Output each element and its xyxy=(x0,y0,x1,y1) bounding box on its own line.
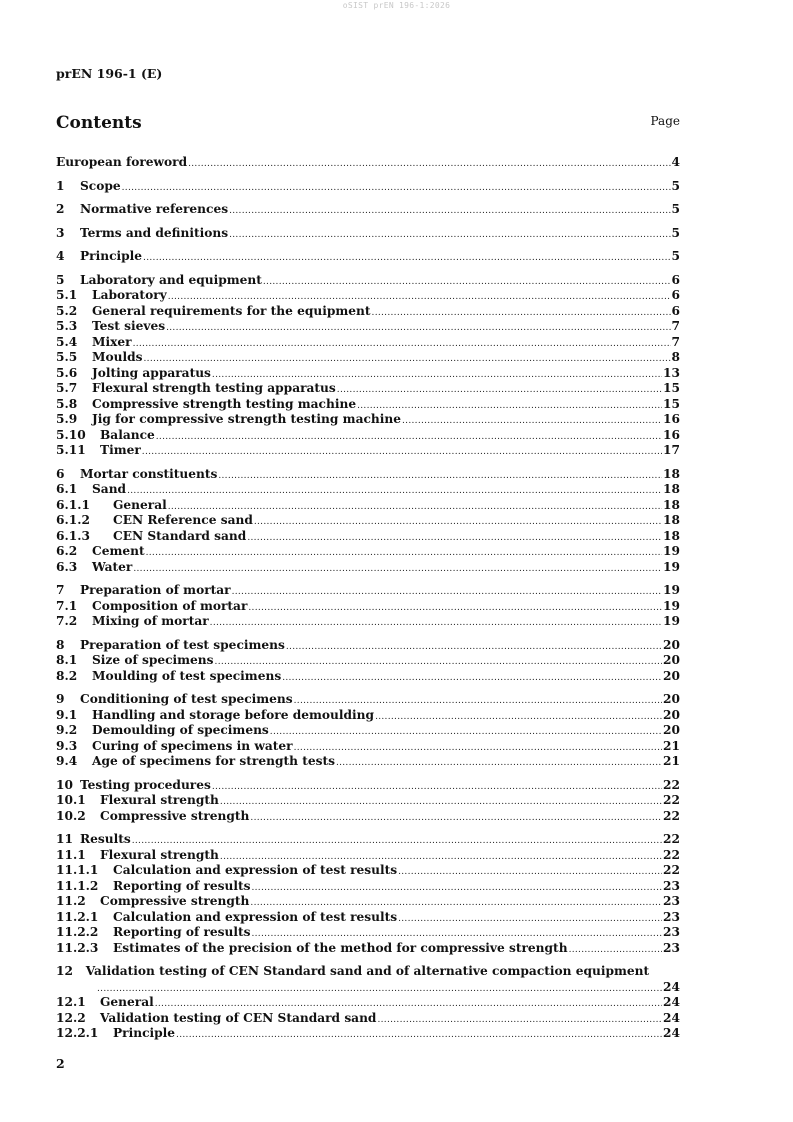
toc-entry[interactable] xyxy=(56,809,680,825)
dot-leader xyxy=(357,399,662,415)
toc-page-number: 15 xyxy=(663,381,680,395)
toc-page-number: 18 xyxy=(663,466,680,481)
toc-page-number: 19 xyxy=(663,583,680,597)
toc-title: Testing procedures xyxy=(80,777,211,792)
toc-title: Mixer xyxy=(92,334,132,349)
toc-title: Test sieves xyxy=(92,319,166,333)
toc-page-number: 18 xyxy=(663,513,680,527)
toc-page-number: 7 xyxy=(671,319,680,333)
toc-title: Flexural strength xyxy=(100,793,219,807)
toc-entry[interactable] xyxy=(56,397,680,413)
toc-entry[interactable] xyxy=(56,941,680,957)
toc-number: 6.1 xyxy=(56,482,78,496)
toc-entry[interactable] xyxy=(56,155,680,171)
toc-entry[interactable] xyxy=(56,335,680,351)
toc-entry[interactable] xyxy=(56,529,680,545)
toc-entry[interactable] xyxy=(56,412,680,428)
toc-page-number: 5 xyxy=(671,249,680,263)
toc-entry[interactable] xyxy=(56,669,680,685)
toc-title: Laboratory xyxy=(92,288,167,302)
toc-entry[interactable] xyxy=(56,179,680,195)
toc-title: Balance xyxy=(100,427,155,442)
toc-entry[interactable] xyxy=(56,482,680,498)
toc-page-number: 20 xyxy=(663,668,680,683)
toc-number: 12.2 xyxy=(56,1010,86,1025)
toc-entry[interactable] xyxy=(56,925,680,941)
toc-page-number: 20 xyxy=(663,692,680,706)
toc-entry[interactable] xyxy=(56,599,680,615)
toc-title: Compressive strength testing machine xyxy=(92,396,357,411)
toc-entry[interactable] xyxy=(56,350,680,366)
toc-number: 6.1.1 xyxy=(56,497,90,512)
toc-page-number: 20 xyxy=(663,723,680,737)
toc-title: Composition of mortar xyxy=(92,598,248,613)
toc-title: Age of specimens for strength tests xyxy=(92,754,335,768)
toc-entry[interactable] xyxy=(56,894,680,910)
toc-title: General xyxy=(113,497,167,512)
dot-leader xyxy=(122,181,671,197)
toc-entry[interactable] xyxy=(56,366,680,382)
toc-page-number: 4 xyxy=(671,155,680,169)
toc-number: 7.2 xyxy=(56,614,78,628)
toc-number: 6.2 xyxy=(56,544,78,558)
dot-leader xyxy=(97,982,662,998)
toc-number: 2 xyxy=(56,202,65,216)
toc-entry[interactable] xyxy=(56,653,680,669)
toc-title: Estimates of the precision of the method for compressive strength xyxy=(113,940,568,955)
toc-title: Principle xyxy=(80,249,143,263)
toc-title: Validation testing of CEN Standard sand xyxy=(100,1010,377,1025)
toc-page-number: 24 xyxy=(663,979,680,994)
dot-leader xyxy=(250,811,662,827)
toc-number: 5.9 xyxy=(56,412,78,426)
toc-title: Sand xyxy=(92,482,127,496)
dot-leader xyxy=(282,671,662,687)
toc-page-number: 5 xyxy=(671,178,680,193)
toc-number: 5.6 xyxy=(56,365,78,380)
toc-number: 5.11 xyxy=(56,443,86,457)
dot-leader xyxy=(176,1028,662,1044)
toc-number: 5.1 xyxy=(56,288,78,302)
page-column-header: Page xyxy=(650,114,680,128)
toc-page-number: 21 xyxy=(663,754,680,768)
toc-entry[interactable] xyxy=(56,560,680,576)
dot-leader xyxy=(336,756,662,772)
toc-number: 5.5 xyxy=(56,350,78,364)
toc-entry[interactable] xyxy=(56,288,680,304)
toc-title: Validation testing of CEN Standard sand and of alternative compaction equipment xyxy=(85,964,650,978)
toc-title: Handling and storage before demoulding xyxy=(92,707,375,722)
toc-number: 6.1.2 xyxy=(56,513,90,527)
toc-entry[interactable] xyxy=(56,708,680,724)
table-of-contents xyxy=(56,155,680,1042)
toc-number: 11.1 xyxy=(56,847,86,862)
toc-title: CEN Reference sand xyxy=(113,513,253,527)
toc-number: 7 xyxy=(56,583,65,597)
toc-page-number: 20 xyxy=(663,637,680,652)
footer-page-number: 2 xyxy=(56,1056,65,1071)
toc-title: Moulds xyxy=(92,350,143,364)
toc-page-number: 19 xyxy=(663,598,680,613)
dot-leader xyxy=(569,943,662,959)
toc-title: Compressive strength xyxy=(100,808,250,823)
toc-number: 5.7 xyxy=(56,381,78,395)
toc-entry[interactable] xyxy=(56,498,680,514)
toc-title: Mortar constituents xyxy=(80,466,218,481)
toc-page-number: 18 xyxy=(663,528,680,543)
toc-page-number: 23 xyxy=(663,909,680,924)
toc-entry[interactable] xyxy=(56,793,680,809)
toc-page-number: 8 xyxy=(671,350,680,364)
toc-title: Flexural strength xyxy=(100,847,219,862)
toc-entry[interactable] xyxy=(56,304,680,320)
toc-page-number: 13 xyxy=(663,365,680,380)
toc-title: Calculation and expression of test results xyxy=(113,863,398,877)
toc-title: Principle xyxy=(113,1026,176,1040)
dot-leader xyxy=(337,383,662,399)
dot-leader xyxy=(247,531,662,547)
toc-entry[interactable] xyxy=(56,778,680,794)
toc-entry[interactable] xyxy=(56,273,680,289)
toc-page-number: 24 xyxy=(663,995,680,1009)
toc-tail-list xyxy=(56,995,680,1042)
toc-number: 8.2 xyxy=(56,668,78,683)
dot-leader xyxy=(254,515,662,531)
toc-page-number: 24 xyxy=(663,1010,680,1025)
dot-leader xyxy=(142,445,662,461)
toc-title: General xyxy=(100,995,154,1009)
toc-page-number: 16 xyxy=(663,427,680,442)
toc-page-number: 20 xyxy=(663,707,680,722)
toc-title: Timer xyxy=(100,443,141,457)
toc-number: 12 xyxy=(56,964,73,978)
dot-leader xyxy=(248,601,662,617)
toc-number: 9 xyxy=(56,692,65,706)
contents-title: Contents xyxy=(56,113,142,133)
toc-page-number: 6 xyxy=(671,303,680,318)
toc-title: Compressive strength xyxy=(100,894,250,908)
dot-leader xyxy=(251,881,662,897)
dot-leader xyxy=(156,430,662,446)
toc-page-number: 18 xyxy=(663,482,680,496)
toc-number: 11.2.1 xyxy=(56,909,99,924)
toc-title: Normative references xyxy=(80,202,229,216)
toc-number: 9.1 xyxy=(56,707,78,722)
toc-page-number: 15 xyxy=(663,396,680,411)
dot-leader xyxy=(229,204,670,220)
toc-entry[interactable] xyxy=(56,202,680,218)
toc-title: Water xyxy=(92,559,133,574)
toc-title: Demoulding of specimens xyxy=(92,723,269,737)
toc-number: 6.3 xyxy=(56,559,78,574)
dot-leader xyxy=(398,865,662,881)
toc-number: 4 xyxy=(56,249,65,263)
document-id: prEN 196-1 (E) xyxy=(56,66,163,81)
toc-page-number: 22 xyxy=(663,777,680,792)
toc-title: Jolting apparatus xyxy=(92,365,211,380)
toc-number: 10 xyxy=(56,777,73,792)
toc-page-number: 22 xyxy=(663,847,680,862)
toc-title: Mixing of mortar xyxy=(92,614,209,628)
toc-number: 10.2 xyxy=(56,808,86,823)
dot-leader xyxy=(375,710,662,726)
dot-leader xyxy=(220,795,662,811)
toc-title: Curing of specimens in water xyxy=(92,738,293,753)
toc-number: 5.2 xyxy=(56,303,78,318)
toc-page-number: 19 xyxy=(663,614,680,628)
toc-page-number: 20 xyxy=(663,653,680,667)
watermark: oSIST prEN 196-1:2026 xyxy=(342,1,451,10)
toc-title: CEN Standard sand xyxy=(113,528,247,543)
toc-number: 11 xyxy=(56,832,73,846)
toc-page-number: 21 xyxy=(663,738,680,753)
toc-number: 5 xyxy=(56,272,65,287)
toc-page-number: 6 xyxy=(671,288,680,302)
toc-entry[interactable] xyxy=(56,739,680,755)
dot-leader xyxy=(143,251,670,267)
dot-leader xyxy=(188,157,670,173)
toc-number: 6 xyxy=(56,466,65,481)
toc-page-number: 5 xyxy=(671,225,680,240)
toc-title: Results xyxy=(80,832,131,846)
toc-entry[interactable] xyxy=(56,910,680,926)
toc-entry[interactable] xyxy=(56,428,680,444)
toc-title: Laboratory and equipment xyxy=(80,272,262,287)
toc-page-number: 22 xyxy=(663,832,680,846)
toc-page-number: 23 xyxy=(663,878,680,893)
toc-number: 11.1.2 xyxy=(56,878,99,893)
toc-entry[interactable] xyxy=(56,848,680,864)
dot-leader xyxy=(232,585,662,601)
toc-entry[interactable] xyxy=(56,1026,680,1042)
toc-entry[interactable] xyxy=(56,467,680,483)
toc-number: 5.8 xyxy=(56,396,78,411)
toc-entry[interactable] xyxy=(56,443,680,459)
toc-entry[interactable] xyxy=(56,879,680,895)
toc-entry-wrapped[interactable] xyxy=(56,964,680,995)
toc-entry[interactable] xyxy=(56,754,680,770)
toc-page-number: 23 xyxy=(663,894,680,908)
toc-entry[interactable] xyxy=(56,583,680,599)
dot-leader xyxy=(286,640,662,656)
dot-leader xyxy=(270,725,662,741)
toc-entry[interactable] xyxy=(56,692,680,708)
dot-leader xyxy=(146,546,662,562)
dot-leader xyxy=(398,912,662,928)
toc-page-number: 7 xyxy=(671,334,680,349)
dot-leader xyxy=(166,321,670,337)
toc-number: 11.1.1 xyxy=(56,863,99,877)
toc-number: 7.1 xyxy=(56,598,78,613)
toc-number: 6.1.3 xyxy=(56,528,90,543)
toc-entry[interactable] xyxy=(56,544,680,560)
toc-number: 9.2 xyxy=(56,723,78,737)
toc-number: European foreword xyxy=(56,155,188,169)
toc-entry[interactable] xyxy=(56,723,680,739)
toc-number: 9.3 xyxy=(56,738,78,753)
toc-entry[interactable] xyxy=(56,319,680,335)
toc-entry[interactable] xyxy=(56,638,680,654)
toc-number: 8 xyxy=(56,637,65,652)
toc-title: Reporting of results xyxy=(113,878,251,893)
dot-leader xyxy=(218,469,662,485)
dot-leader xyxy=(133,562,662,578)
toc-title: Preparation of mortar xyxy=(80,583,231,597)
toc-entry[interactable] xyxy=(56,249,680,265)
toc-title: Calculation and expression of test results xyxy=(113,909,398,924)
toc-number: 10.1 xyxy=(56,793,86,807)
toc-title: Cement xyxy=(92,544,145,558)
toc-title: General requirements for the equipment xyxy=(92,303,371,318)
toc-number: 11.2.2 xyxy=(56,925,99,939)
toc-number: 5.3 xyxy=(56,319,78,333)
toc-page-number: 23 xyxy=(663,925,680,939)
toc-title: Moulding of test specimens xyxy=(92,668,282,683)
toc-title: Scope xyxy=(80,178,121,193)
toc-number: 9.4 xyxy=(56,754,78,768)
toc-title: Preparation of test specimens xyxy=(80,637,285,652)
toc-page-number: 19 xyxy=(663,544,680,558)
toc-title: Terms and definitions xyxy=(80,225,229,240)
toc-page-number: 19 xyxy=(663,559,680,574)
toc-entry[interactable] xyxy=(56,1011,680,1027)
dot-leader xyxy=(133,337,671,353)
toc-number: 3 xyxy=(56,225,65,240)
toc-entry[interactable] xyxy=(56,832,680,848)
toc-page-number: 17 xyxy=(663,443,680,457)
toc-page-number: 24 xyxy=(663,1026,680,1040)
toc-number: 11.2.3 xyxy=(56,940,99,955)
toc-number: 8.1 xyxy=(56,653,78,667)
toc-number: 5.10 xyxy=(56,427,86,442)
toc-page-number: 23 xyxy=(663,940,680,955)
dot-leader xyxy=(210,616,662,632)
toc-title: Reporting of results xyxy=(113,925,251,939)
dot-leader xyxy=(263,275,671,291)
toc-page-number: 18 xyxy=(663,497,680,512)
dot-leader xyxy=(215,655,663,671)
toc-entry[interactable] xyxy=(56,863,680,879)
dot-leader xyxy=(294,741,662,757)
dot-leader xyxy=(372,306,671,322)
toc-page-number: 22 xyxy=(663,793,680,807)
dot-leader xyxy=(212,780,662,796)
toc-page-number: 22 xyxy=(663,808,680,823)
toc-number: 12.1 xyxy=(56,995,86,1009)
toc-title: Flexural strength testing apparatus xyxy=(92,381,336,395)
toc-page-number: 16 xyxy=(663,412,680,426)
toc-number: 12.2.1 xyxy=(56,1026,99,1040)
dot-leader xyxy=(229,228,670,244)
dot-leader xyxy=(144,352,671,368)
dot-leader xyxy=(402,414,662,430)
toc-number: 5.4 xyxy=(56,334,78,349)
dot-leader xyxy=(127,484,662,500)
toc-page-number: 6 xyxy=(671,272,680,287)
toc-entry[interactable] xyxy=(56,226,680,242)
toc-title: Size of specimens xyxy=(92,653,214,667)
toc-entry[interactable] xyxy=(56,513,680,529)
toc-number: 1 xyxy=(56,178,65,193)
toc-entry-wrapped-leader xyxy=(56,980,680,996)
toc-page-number: 5 xyxy=(671,202,680,216)
toc-page-number: 22 xyxy=(663,863,680,877)
toc-entry[interactable] xyxy=(56,614,680,630)
toc-title: Conditioning of test specimens xyxy=(80,692,293,706)
toc-list xyxy=(56,155,680,956)
toc-title: Jig for compressive strength testing machine xyxy=(92,412,402,426)
toc-number: 11.2 xyxy=(56,894,86,908)
dot-leader xyxy=(377,1013,662,1029)
toc-entry[interactable] xyxy=(56,381,680,397)
toc-entry[interactable] xyxy=(56,995,680,1011)
